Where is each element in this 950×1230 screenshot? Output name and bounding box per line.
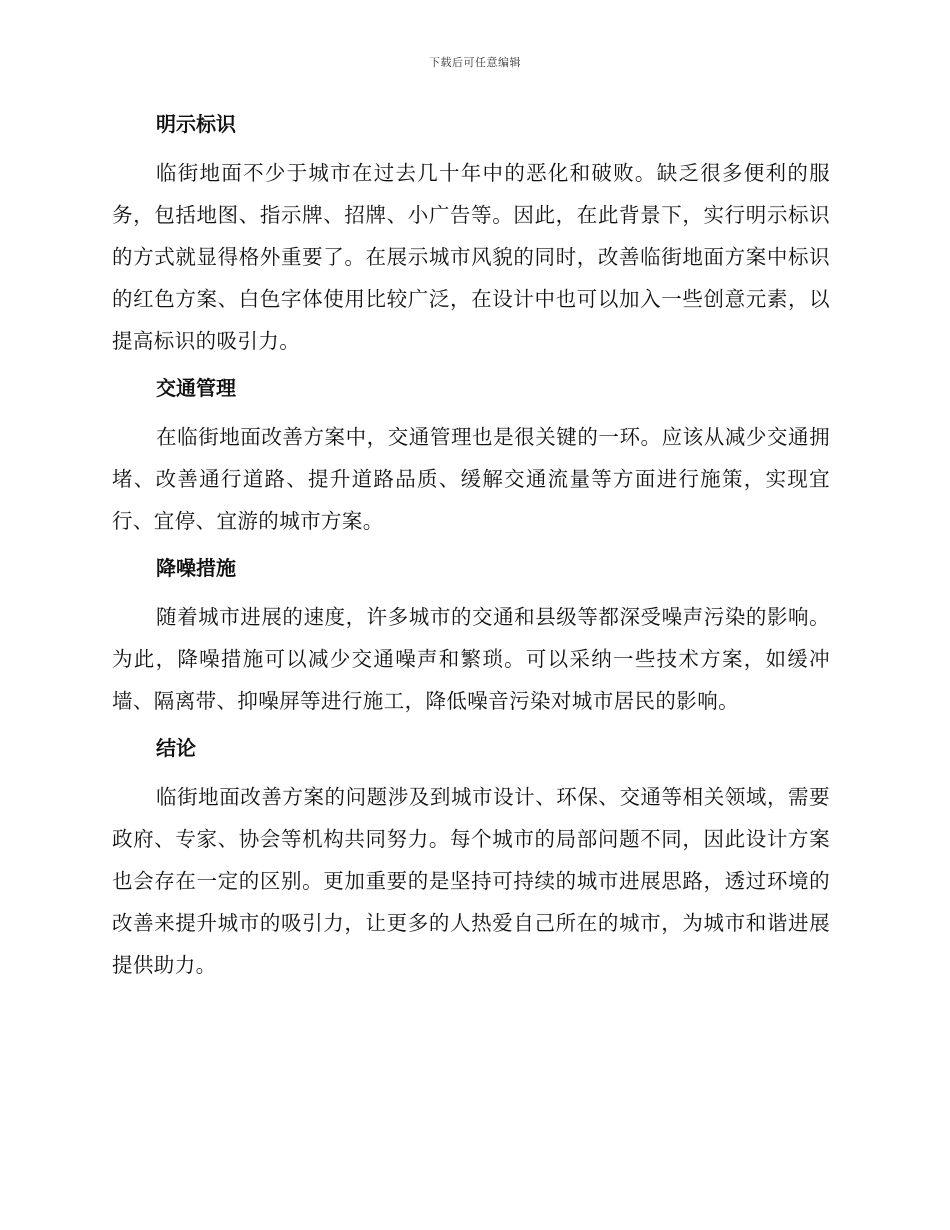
page-header: 下载后可任意编辑 (429, 56, 521, 69)
section-paragraph: 在临街地面改善方案中，交通管理也是很关键的一环。应该从减少交通拥堵、改善通行道路、提升道路品质、缓解交通流量等方面进行施策，实现宜行、宜停、宜游的城市方案。 (112, 425, 830, 533)
section-traffic-management (112, 374, 830, 542)
section-conclusion (112, 734, 830, 986)
document-body (112, 110, 830, 998)
section-heading: 结论 (156, 736, 196, 760)
section-heading: 交通管理 (156, 376, 236, 400)
section-heading: 明示标识 (156, 112, 236, 136)
section-noise-reduction (112, 554, 830, 722)
section-paragraph: 临街地面改善方案的问题涉及到城市设计、环保、交通等相关领域，需要政府、专家、协会等机构共同努力。每个城市的局部问题不同，因此设计方案也会存在一定的区别。更加重要的是坚持可持续的城市进展思路，透过环境的改善来提升城市的吸引力，让更多的人热爱自己所在的城市，为城市和谐进展提供助力。 (112, 785, 830, 977)
section-heading: 降噪措施 (156, 556, 236, 580)
section-explicit-signage (112, 110, 830, 362)
section-paragraph: 随着城市进展的速度，许多城市的交通和县级等都深受噪声污染的影响。为此，降噪措施可以减少交通噪声和繁琐。可以采纳一些技术方案，如缓冲墙、隔离带、抑噪屏等进行施工，降低噪音污染对城市居民的影响。 (112, 605, 830, 713)
section-paragraph: 临街地面不少于城市在过去几十年中的恶化和破败。缺乏很多便利的服务，包括地图、指示牌、招牌、小广告等。因此，在此背景下，实行明示标识的方式就显得格外重要了。在展示城市风貌的同时，改善临街地面方案中标识的红色方案、白色字体使用比较广泛，在设计中也可以加入一些创意元素，以提高标识的吸引力。 (112, 161, 830, 353)
